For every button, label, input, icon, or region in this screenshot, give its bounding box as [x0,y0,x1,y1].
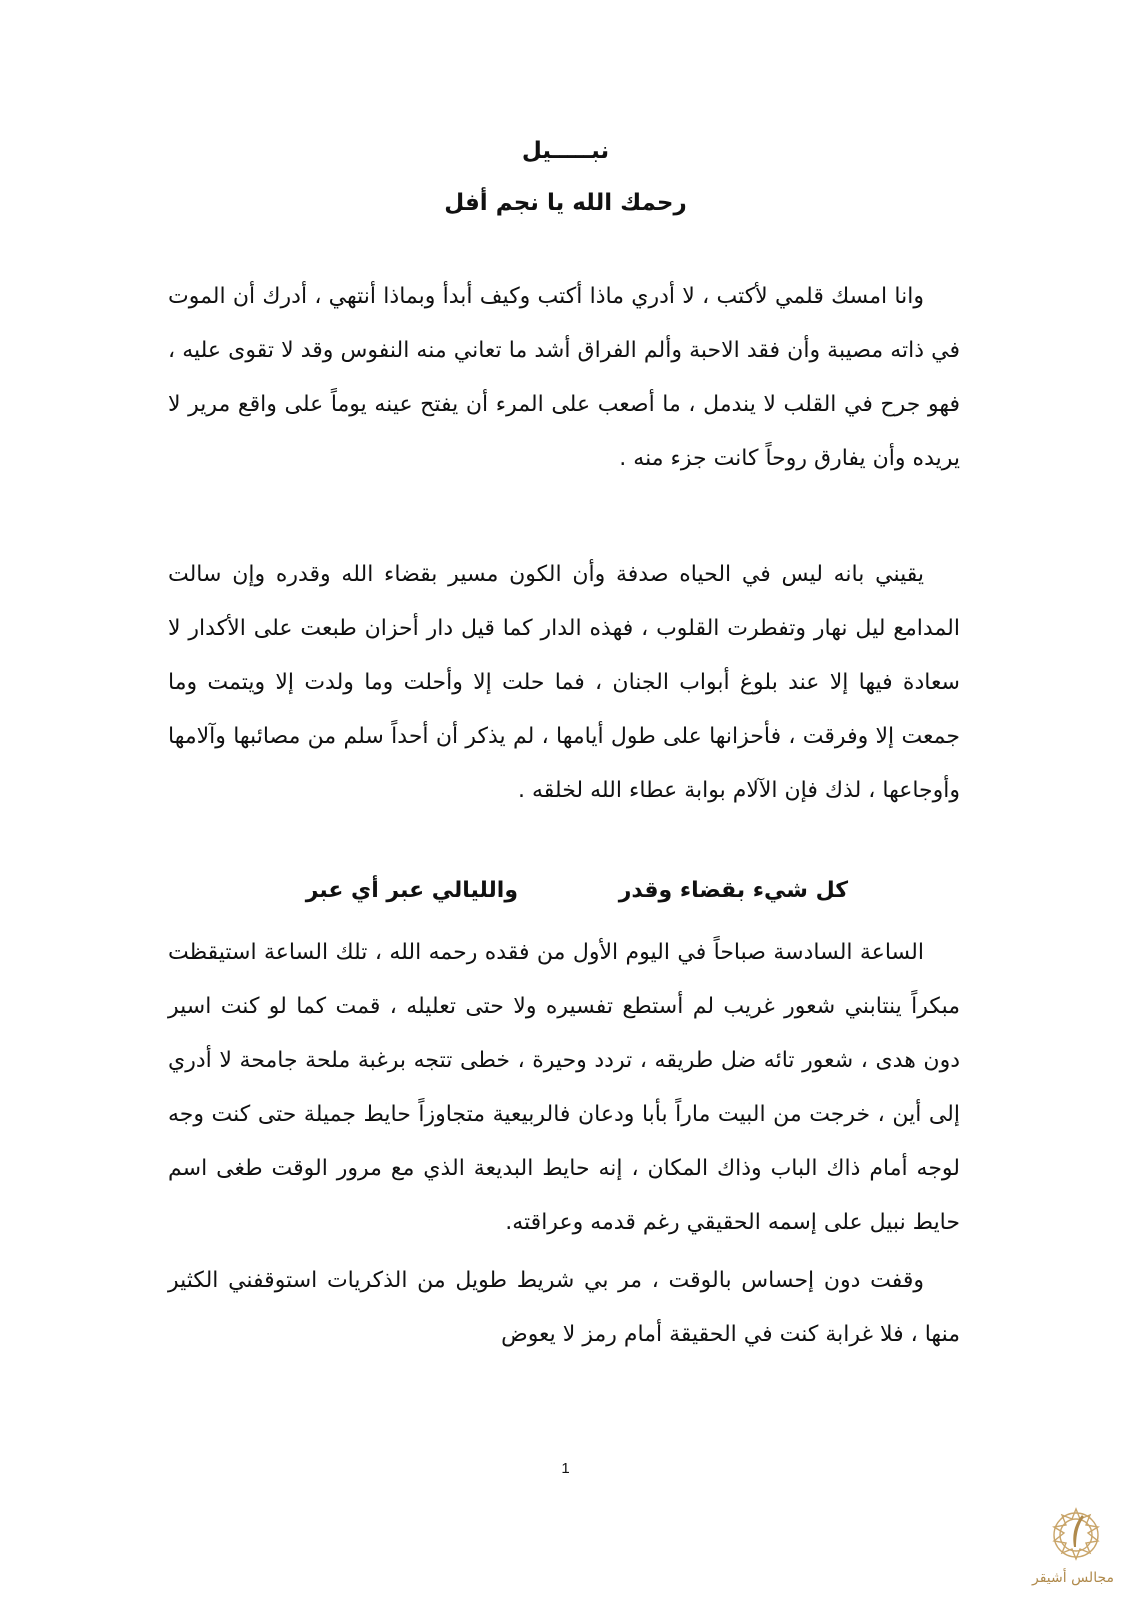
paragraph-1: وانا امسك قلمي لأكتب ، لا أدري ماذا أكتب وكيف أبدأ وبماذا أنتهي ، أدرك أن الموت في ذاته مصيبة وأن فقد الاحبة وألم الفراق أشد ما تعاني منه النفوس وقد لا تقوى عليه ، فهو جرح في القلب لا يندمل ، ما أصعب على المرء أن يفتح عينه يوماً على واقع مرير لا يريده وأن يفارق روحاً كانت جزء منه . [168,284,960,471]
page-number: 1 [561,1460,570,1477]
paragraph-3: الساعة السادسة صباحاً في اليوم الأول من فقده رحمه الله ، تلك الساعة استيقظت مبكراً ينتابني شعور غريب لم أستطع تفسيره ولا حتى تعليله ، قمت كما لو كنت اسير دون هدى ، شعور تائه ضل طريقه ، تردد وحيرة ، خطى تتجه برغبة ملحة جامحة لا أدري إلى أين ، خرجت من البيت ماراً بأبا ودعان فالربيعية متجاوزاً حايط جميلة حتى كنت وجه لوجه أمام ذاك الباب وذاك المكان ، إنه حايط البديعة الذي مع مرور الوقت طغى اسم حايط نبيل على إسمه الحقيقي رغم قدمه وعراقته. [168,940,960,1235]
poetry-verse [168,878,848,912]
body-block-2 [168,548,960,822]
paragraph-2: يقيني بانه ليس في الحياه صدفة وأن الكون مسير بقضاء الله وقدره وإن سالت المدامع ليل نهار وتفطرت القلوب ، فهذه الدار كما قيل دار أحزان طبعت على الأكدار لا سعادة فيها إلا عند بلوغ أبواب الجنان ، فما حلت إلا وأحلت وما ولدت إلا ويتمت وما جمعت إلا وفرقت ، فأحزانها على طول أيامها ، لم يذكر أن أحداً سلم من مصائبها وآلامها وأوجاعها ، لذك فإن الآلام بوابة عطاء الله لخلقه . [168,562,960,803]
verse-hemistich-1: كل شيء بقضاء وقدر [618,878,848,903]
verse-hemistich-2: والليالي عبر أي عبر [305,878,518,903]
paragraph-4: وقفت دون إحساس بالوقت ، مر بي شريط طويل من الذكريات استوقفني الكثير منها ، فلا غرابة كنت في الحقيقة أمام رمز لا يعوض [168,1268,960,1347]
page-subtitle: رحمك الله يا نجم أفل [444,190,687,216]
body-block-1 [168,270,960,490]
body-block-3 [168,926,960,1366]
page-title: نبـــــيل [521,138,610,164]
watermark-caption: مجالس أشيقر [1031,1570,1115,1586]
